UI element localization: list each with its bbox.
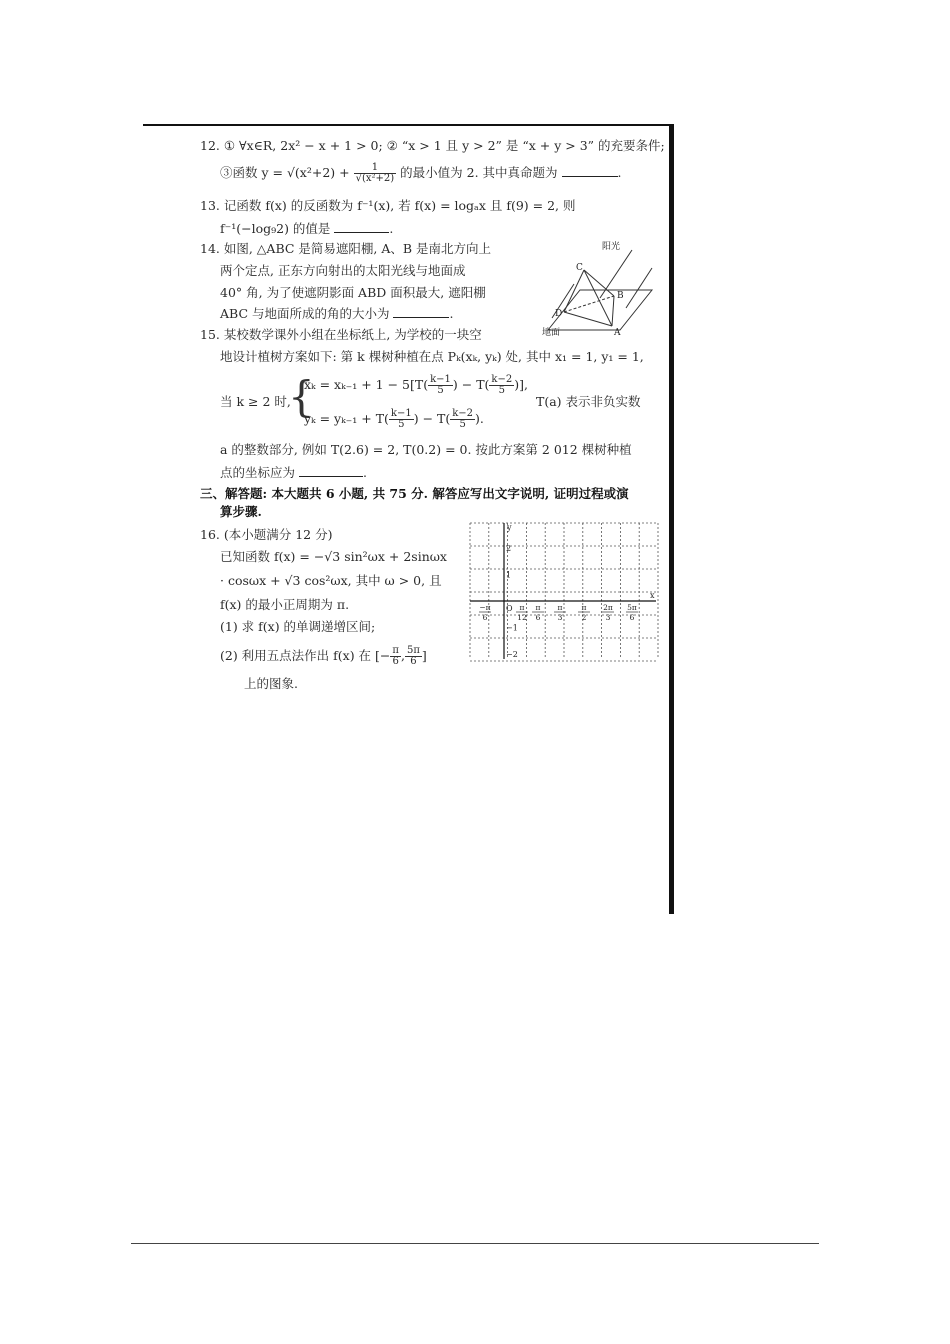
- q15-frac3-num: k−1: [390, 408, 412, 419]
- y-axis-label: y: [507, 523, 512, 532]
- q14-answer-blank[interactable]: [393, 305, 449, 318]
- q15-frac1-den: 5: [437, 385, 444, 396]
- sun-ray-2: [626, 268, 652, 308]
- q15-when: 当 k ≥ 2 时,: [220, 394, 291, 409]
- q15-sys2-post: ).: [475, 411, 484, 426]
- q15-sys2-pre: yₖ = yₖ₋₁ + T(: [304, 411, 389, 426]
- q16-part2: [220, 646, 427, 667]
- edge-BA: [612, 296, 614, 326]
- q15-brace: {: [288, 372, 315, 421]
- sun-ray-1: [600, 250, 632, 298]
- q12-fraction: [354, 163, 397, 184]
- q16-frac1-num: π: [392, 645, 399, 656]
- y-tick-label: 1: [506, 570, 512, 580]
- q13-line2: [220, 220, 393, 237]
- x-tick-numerator: 5π: [627, 603, 637, 612]
- q15-end: .: [363, 465, 367, 480]
- q15-frac3: [389, 409, 414, 430]
- q14-line1: 14. 如图, △ABC 是简易遮阳棚, A、B 是南北方向上: [200, 241, 492, 256]
- q12-line2-pre: ③函数 y = √(x²+2) +: [220, 165, 350, 180]
- q15-frac1-num: k−1: [430, 374, 451, 385]
- x-tick-denominator: 3: [557, 613, 563, 622]
- q14-figure: [522, 238, 662, 342]
- q15-sys2-mid: ) − T(: [413, 411, 451, 426]
- q14-line3: 40° 角, 为了使遮阴影面 ABD 面积最大, 遮阳棚: [220, 285, 486, 300]
- label-B: B: [617, 291, 624, 301]
- label-ground: 地面: [542, 328, 561, 338]
- q13-line1: 13. 记函数 f(x) 的反函数为 f⁻¹(x), 若 f(x) = logₐx 且 f(9) = 2, 则: [200, 198, 576, 213]
- q14-line4: [220, 305, 453, 322]
- y-tick-label: −2: [506, 649, 518, 659]
- q14-end: .: [449, 306, 454, 321]
- x-tick-denominator: 6: [482, 613, 488, 622]
- q15-sys1-pre: xₖ = xₖ₋₁ + 1 − 5[T(: [304, 377, 429, 392]
- q16-line1: 已知函数 f(x) = −√3 sin²ωx + 2sinωx: [220, 549, 447, 564]
- y-tick-label: 2: [506, 544, 512, 554]
- scan-top-border: [143, 124, 670, 126]
- q16-frac2-num: 5π: [406, 645, 420, 656]
- q16-line3: f(x) 的最小正周期为 π.: [220, 597, 350, 612]
- y-tick-label: −1: [506, 623, 518, 633]
- q15-frac1: [428, 375, 453, 396]
- edge-DA: [564, 312, 612, 326]
- q16-part2-mid: ,: [400, 648, 405, 663]
- q15-answer-blank[interactable]: [299, 464, 363, 477]
- q16-frac1: [390, 646, 401, 667]
- q13-end: .: [389, 221, 394, 236]
- x-tick-numerator: −π: [479, 603, 491, 612]
- q12-frac-num: 1: [354, 163, 397, 174]
- q15-line2: 地设计植树方案如下: 第 k 棵树种植在点 Pₖ(xₖ, yₖ) 处, 其中 x₁ = 1, y₁ = 1,: [220, 349, 644, 364]
- q13-line2-text: f⁻¹(−log₉2) 的值是: [220, 221, 331, 236]
- q14-line2: 两个定点, 正东方向射出的太阳光线与地面成: [220, 263, 466, 278]
- q16-frac1-den: 6: [392, 656, 399, 667]
- q15-frac4-den: 5: [459, 419, 466, 430]
- page-footer-line: [131, 1243, 819, 1244]
- section3-line1: 三、解答题: 本大题共 6 小题, 共 75 分. 解答应写出文字说明, 证明过程或演: [200, 486, 629, 501]
- x-tick-denominator: 6: [629, 613, 635, 622]
- q13-answer-blank[interactable]: [334, 220, 389, 233]
- section3-line2: 算步骤.: [220, 504, 262, 519]
- q16-part2-line2: 上的图象.: [244, 676, 298, 691]
- q12-line2: [220, 163, 622, 184]
- x-tick-numerator: 2π: [603, 603, 613, 612]
- q15-line5: a 的整数部分, 例如 T(2.6) = 2, T(0.2) = 0. 按此方案第 2 012 棵树种植: [220, 442, 632, 457]
- q15-frac4: [450, 409, 475, 430]
- q15-system-line1: [304, 375, 528, 396]
- x-tick-numerator: π: [581, 603, 587, 612]
- label-sun: 阳光: [602, 242, 621, 252]
- ground-plane: [548, 290, 652, 330]
- x-tick-numerator: π: [535, 603, 541, 612]
- q12-line1: 12. ① ∀x∈R, 2x² − x + 1 > 0; ② “x > 1 且 y > 2” 是 “x + y > 3” 的充要条件;: [200, 138, 665, 153]
- x-tick-denominator: 12: [517, 613, 527, 622]
- x-tick-numerator: π: [519, 603, 525, 612]
- q15-line6-text: 点的坐标应为: [220, 465, 296, 480]
- q15-frac2-den: 5: [498, 385, 506, 396]
- label-C: C: [576, 263, 583, 273]
- x-tick-denominator: 6: [535, 613, 541, 622]
- q15-line1: 15. 某校数学课外小组在坐标纸上, 为学校的一块空: [200, 327, 482, 342]
- q16-frac2-den: 6: [410, 656, 417, 667]
- edge-DB: [564, 296, 614, 312]
- q15-frac3-den: 5: [398, 419, 405, 430]
- q15-system-line2: [304, 409, 484, 430]
- origin-label: O: [506, 604, 513, 613]
- x-axis-label: x: [650, 591, 655, 600]
- q12-line2-post: 的最小值为 2. 其中真命题为: [400, 165, 558, 180]
- q15-line6: [220, 464, 367, 481]
- q16-part2-pre: (2) 利用五点法作出 f(x) 在 [−: [220, 648, 391, 663]
- x-tick-numerator: π: [557, 603, 563, 612]
- q16-line2: · cosωx + √3 cos²ωx, 其中 ω > 0, 且: [220, 573, 442, 588]
- x-tick-denominator: 3: [605, 613, 611, 622]
- edge-CD: [564, 270, 584, 312]
- q16-part2-post: ]: [421, 648, 427, 663]
- q16-coordinate-grid: [468, 521, 660, 663]
- q15-sys1-post: )],: [514, 377, 528, 392]
- q16-frac2: [405, 646, 422, 667]
- q15-frac4-num: k−2: [452, 408, 474, 419]
- q15-frac2: [489, 375, 514, 396]
- q15-sys1-mid: ) − T(: [452, 377, 490, 392]
- q16-part1: (1) 求 f(x) 的单调递增区间;: [220, 619, 376, 634]
- q14-line4-text: ABC 与地面所成的角的大小为: [220, 306, 390, 321]
- x-tick-denominator: 2: [581, 613, 587, 622]
- scan-right-border: [669, 124, 674, 914]
- q16-title: 16. (本小题满分 12 分): [200, 527, 333, 542]
- label-A: A: [614, 328, 621, 338]
- q12-end: .: [617, 165, 622, 180]
- q12-answer-blank[interactable]: [562, 164, 618, 177]
- q15-side-text: T(a) 表示非负实数: [536, 394, 641, 409]
- q15-frac2-num: k−2: [491, 374, 513, 385]
- q12-frac-den: √(x²+2): [355, 173, 395, 184]
- label-D: D: [555, 309, 563, 319]
